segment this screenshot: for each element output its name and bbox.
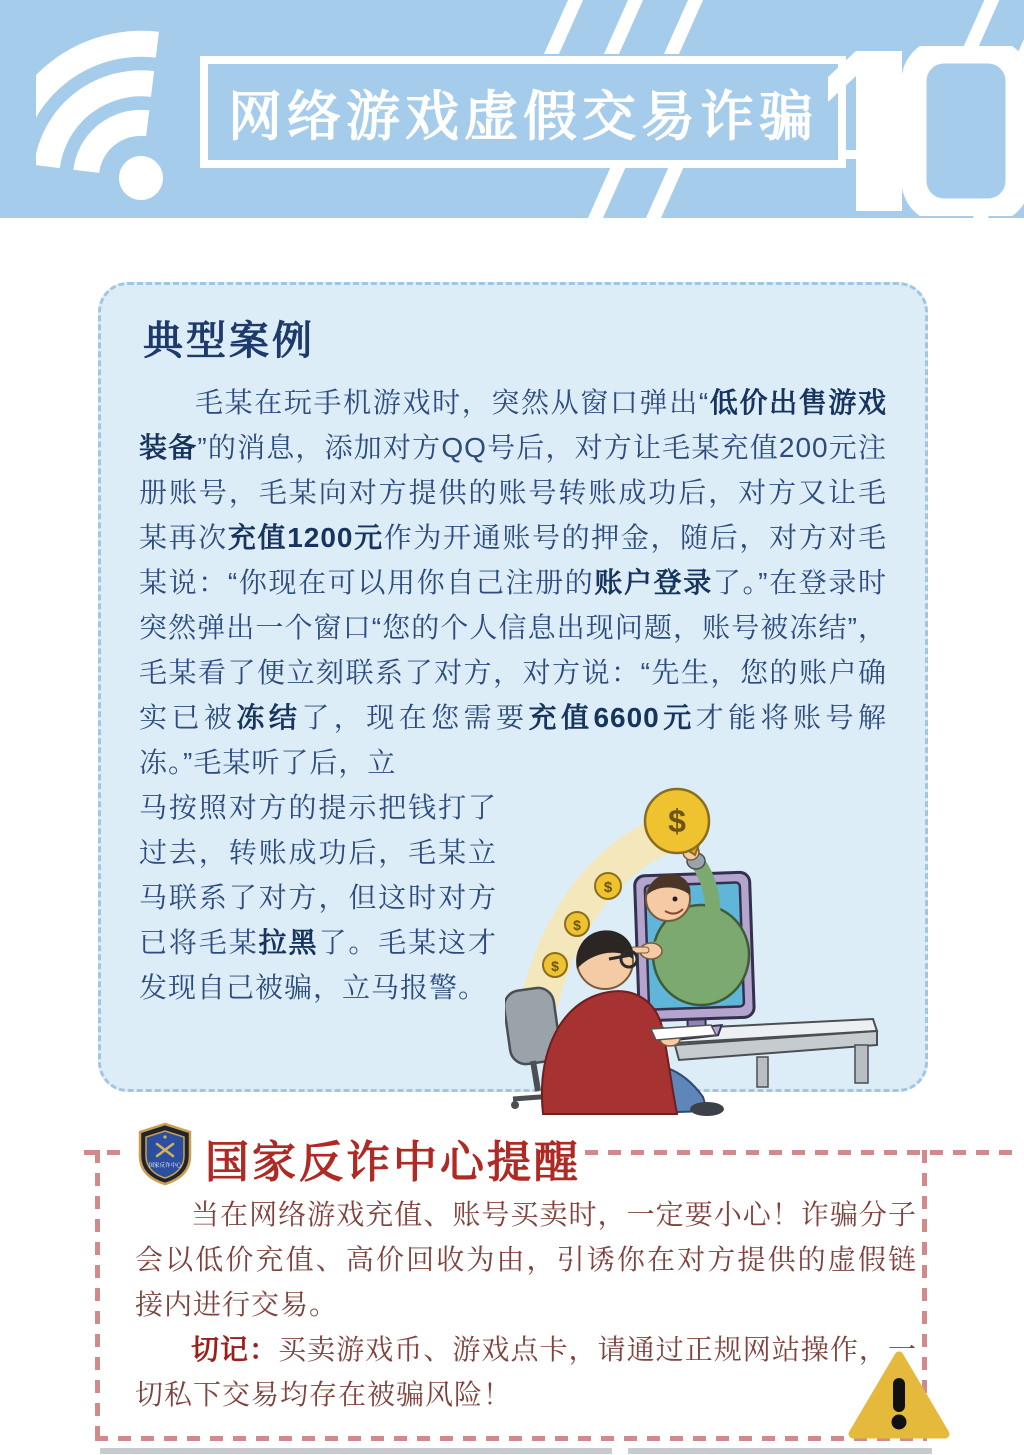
header-title-box (200, 56, 846, 168)
stripe-icon (604, 0, 651, 54)
page-title: 网络游戏虚假交易诈骗 (228, 86, 818, 147)
reminder-body (135, 1192, 917, 1417)
money-bag-icon (645, 789, 709, 855)
reminder-section (0, 1118, 1024, 1455)
stripe-icon (587, 162, 628, 220)
footer-divider (628, 1448, 932, 1454)
reminder-paragraph-2: 切记：买卖游戏币、游戏点卡，请通过正规网站操作，一切私下交易均存在被骗风险！ (135, 1334, 917, 1410)
fraud-cartoon-illustration (505, 769, 885, 1119)
dashed-border (95, 1150, 100, 1438)
case-paragraph-2: 马按照对方的提示把钱打了过去，转账成功后，毛某立马联系了对方，但这时对方已将毛某拉黑了。毛某这才发现自己被骗，立马报警。 (139, 792, 497, 1003)
case-study-box (98, 282, 928, 1092)
stripe-icon (664, 0, 711, 54)
reminder-title: 国家反诈中心提醒 (205, 1138, 581, 1187)
stripe-icon (645, 162, 686, 220)
warning-triangle-icon (848, 1348, 950, 1442)
number-10-graphic (826, 46, 1024, 216)
header-banner (0, 0, 1024, 218)
footer-divider (100, 1448, 612, 1454)
case-bottom-row (139, 785, 887, 1119)
dashed-border (84, 1150, 128, 1155)
anti-fraud-center-badge-icon (136, 1122, 194, 1186)
case-paragraph-1: 毛某在玩手机游戏时，突然从窗口弹出“低价出售游戏装备”的消息，添加对方QQ号后，对方让毛某充值200元注册账号，毛某向对方提供的账号转账成功后，对方又让毛某再次充值1200元作为开通账号的押金，随后，对方对毛某说：“你现在可以用你自己注册的账户登录了。”在登录时突然弹出一个窗口“您的个人信息出现问题，账号被冻结”，毛某看了便立刻联系了对方，对方说：“先生，您的账户确实已被冻结了，现在您需要充值6600元才能将账号解冻。”毛某听了后，立 (139, 387, 887, 778)
dashed-border (585, 1150, 1017, 1155)
dashed-border (95, 1436, 927, 1441)
stripe-icon (544, 0, 591, 54)
svg-text:$: $ (573, 917, 581, 933)
badge-label: 国家反诈中心 (148, 1163, 182, 1169)
svg-text:$: $ (603, 879, 613, 896)
svg-text:$: $ (668, 803, 686, 839)
reminder-paragraph-1: 当在网络游戏充值、账号买卖时，一定要小心！诈骗分子会以低价充值、高价回收为由，引诱你在对方提供的虚假链接内进行交易。 (135, 1199, 917, 1320)
svg-text:$: $ (551, 958, 559, 974)
case-title: 典型案例 (143, 319, 315, 363)
